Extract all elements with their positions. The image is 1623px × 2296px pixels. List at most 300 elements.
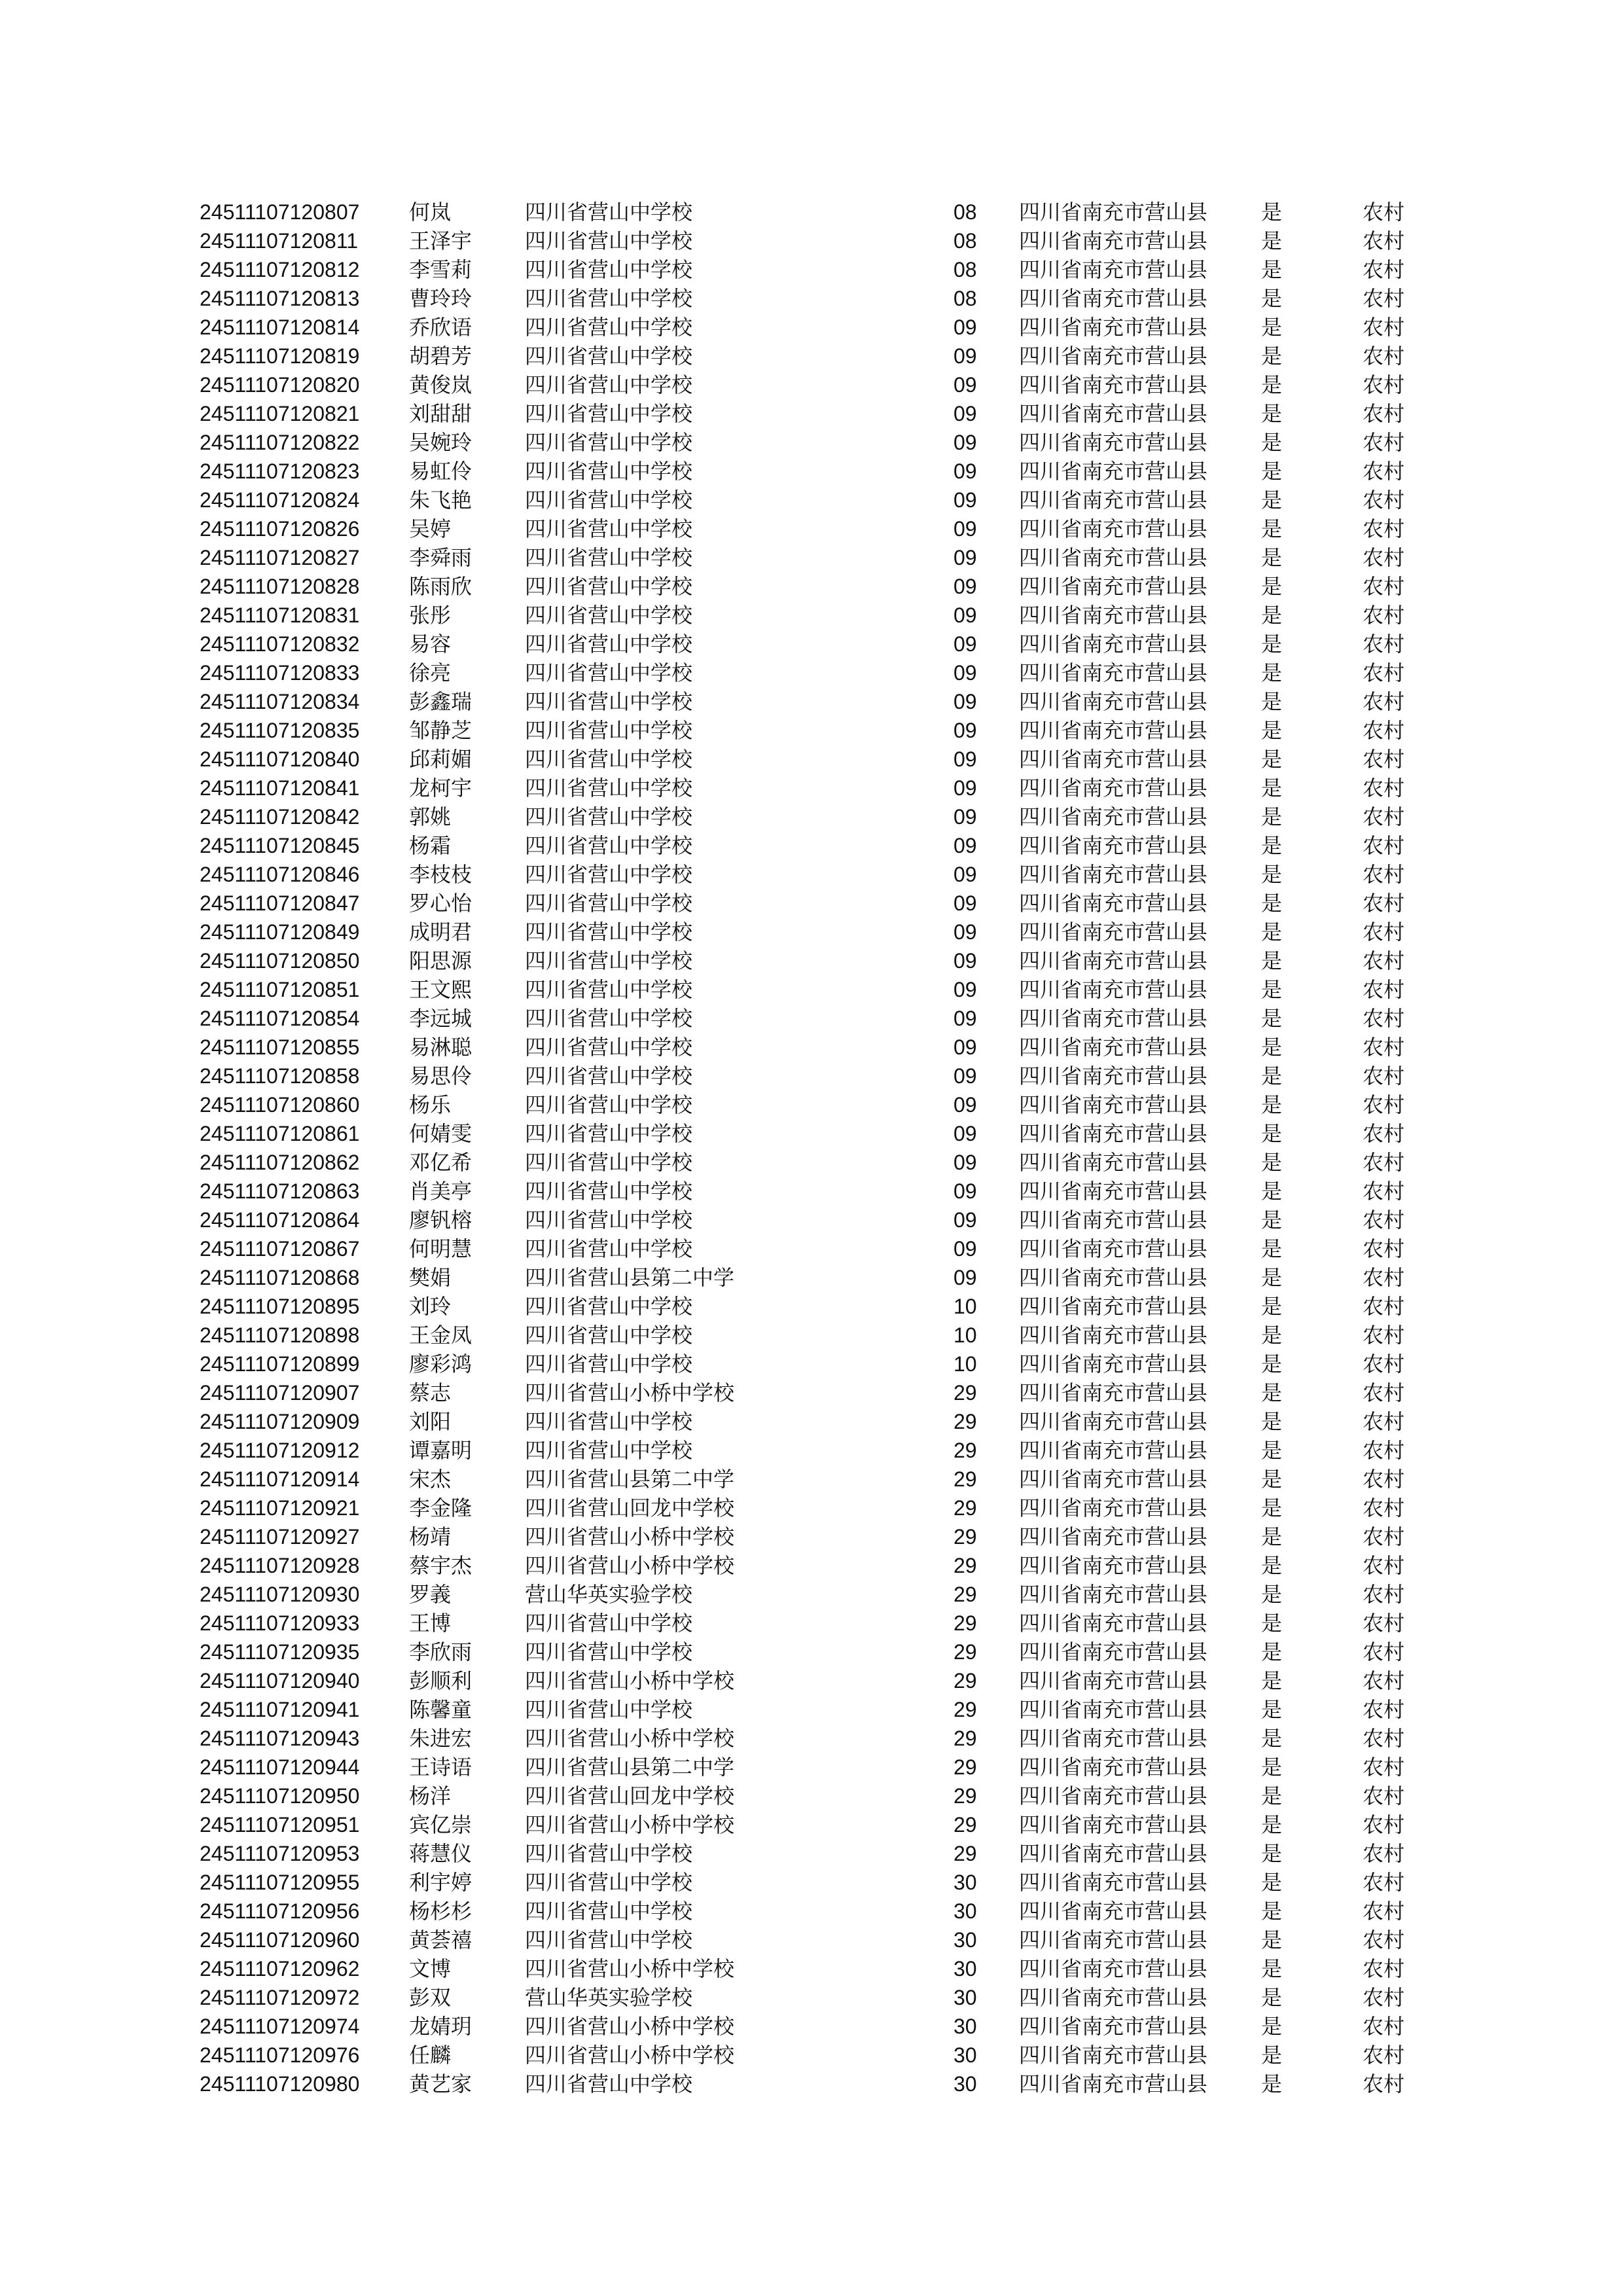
class-code: 10 — [954, 1323, 977, 1347]
table-row — [200, 716, 1415, 745]
class-code: 29 — [954, 1410, 977, 1433]
region: 四川省南充市营山县 — [1019, 516, 1208, 541]
region: 四川省南充市营山县 — [1019, 1841, 1208, 1866]
table-row — [200, 543, 1415, 572]
class-code: 29 — [954, 1698, 977, 1721]
eligibility-flag: 是 — [1261, 776, 1283, 800]
student-id: 24511107120944 — [200, 1755, 360, 1779]
student-name: 龙柯宇 — [409, 776, 473, 800]
region: 四川省南充市营山县 — [1019, 977, 1208, 1002]
student-id: 24511107120950 — [200, 1784, 360, 1808]
student-id: 24511107120826 — [200, 517, 360, 541]
table-row — [200, 1666, 1415, 1695]
eligibility-flag: 是 — [1261, 1006, 1283, 1031]
school-name: 四川省营山中学校 — [525, 1841, 693, 1866]
region: 四川省南充市营山县 — [1019, 718, 1208, 743]
student-name: 何明慧 — [409, 1236, 473, 1261]
eligibility-flag: 是 — [1261, 1236, 1283, 1261]
student-name: 罗義 — [409, 1582, 452, 1607]
student-id: 24511107120861 — [200, 1122, 360, 1145]
student-name: 易虹伶 — [409, 459, 473, 484]
student-id: 24511107120858 — [200, 1064, 360, 1088]
class-code: 09 — [954, 776, 977, 800]
table-row — [200, 774, 1415, 802]
eligibility-flag: 是 — [1261, 1294, 1283, 1319]
student-name: 徐亮 — [409, 660, 452, 685]
class-code: 09 — [954, 834, 977, 857]
student-id: 24511107120842 — [200, 805, 360, 829]
eligibility-flag: 是 — [1261, 1035, 1283, 1060]
student-name: 宋杰 — [409, 1467, 452, 1492]
table-row — [200, 1062, 1415, 1090]
student-id: 24511107120813 — [200, 287, 360, 310]
table-row — [200, 889, 1415, 918]
residence-type: 农村 — [1363, 1438, 1405, 1463]
table-row — [200, 1090, 1415, 1119]
region: 四川省南充市营山县 — [1019, 1582, 1208, 1607]
class-code: 09 — [954, 920, 977, 944]
region: 四川省南充市营山县 — [1019, 1956, 1208, 1981]
table-row — [200, 2070, 1415, 2098]
eligibility-flag: 是 — [1261, 1121, 1283, 1146]
region: 四川省南充市营山县 — [1019, 1928, 1208, 1952]
table-row — [200, 1004, 1415, 1033]
residence-type: 农村 — [1363, 228, 1405, 253]
region: 四川省南充市营山县 — [1019, 372, 1208, 397]
class-code: 09 — [954, 949, 977, 973]
eligibility-flag: 是 — [1261, 574, 1283, 599]
school-name: 四川省营山县第二中学 — [525, 1755, 735, 1780]
region: 四川省南充市营山县 — [1019, 286, 1208, 311]
eligibility-flag: 是 — [1261, 1812, 1283, 1837]
table-row — [200, 1033, 1415, 1062]
student-name: 李枝枝 — [409, 862, 473, 887]
student-id: 24511107120867 — [200, 1237, 360, 1261]
table-row — [200, 1465, 1415, 1494]
region: 四川省南充市营山县 — [1019, 948, 1208, 973]
school-name: 四川省营山中学校 — [525, 1092, 693, 1117]
class-code: 09 — [954, 1007, 977, 1030]
class-code: 09 — [954, 661, 977, 685]
school-name: 四川省营山中学校 — [525, 1150, 693, 1175]
class-code: 09 — [954, 1151, 977, 1174]
school-name: 四川省营山中学校 — [525, 401, 693, 426]
student-id: 24511107120835 — [200, 719, 360, 742]
table-row — [200, 486, 1415, 514]
region: 四川省南充市营山县 — [1019, 1668, 1208, 1693]
student-name: 刘玲 — [409, 1294, 452, 1319]
student-id: 24511107120855 — [200, 1035, 360, 1059]
region: 四川省南充市营山县 — [1019, 459, 1208, 484]
region: 四川省南充市营山县 — [1019, 574, 1208, 599]
class-code: 30 — [954, 2015, 977, 2038]
eligibility-flag: 是 — [1261, 862, 1283, 887]
region: 四川省南充市营山县 — [1019, 1092, 1208, 1117]
school-name: 四川省营山中学校 — [525, 488, 693, 512]
class-code: 29 — [954, 1669, 977, 1693]
region: 四川省南充市营山县 — [1019, 1121, 1208, 1146]
student-id: 24511107120953 — [200, 1842, 360, 1865]
eligibility-flag: 是 — [1261, 1409, 1283, 1434]
class-code: 09 — [954, 1237, 977, 1261]
student-name: 朱飞艳 — [409, 488, 473, 512]
school-name: 四川省营山小桥中学校 — [525, 1553, 735, 1578]
student-id: 24511107120980 — [200, 2072, 360, 2096]
table-row — [200, 1321, 1415, 1350]
region: 四川省南充市营山县 — [1019, 430, 1208, 455]
region: 四川省南充市营山县 — [1019, 1179, 1208, 1204]
student-id: 24511107120928 — [200, 1554, 360, 1577]
table-row — [200, 1148, 1415, 1177]
table-row — [200, 2041, 1415, 2070]
table-row — [200, 226, 1415, 255]
student-id: 24511107120956 — [200, 1899, 360, 1923]
student-name: 王文熙 — [409, 977, 473, 1002]
school-name: 四川省营山小桥中学校 — [525, 2014, 735, 2039]
region: 四川省南充市营山县 — [1019, 891, 1208, 916]
eligibility-flag: 是 — [1261, 286, 1283, 311]
eligibility-flag: 是 — [1261, 1064, 1283, 1088]
class-code: 09 — [954, 603, 977, 627]
student-id: 24511107120846 — [200, 863, 360, 886]
school-name: 四川省营山中学校 — [525, 920, 693, 944]
student-id: 24511107120832 — [200, 632, 360, 656]
school-name: 四川省营山中学校 — [525, 286, 693, 311]
class-code: 09 — [954, 575, 977, 598]
region: 四川省南充市营山县 — [1019, 1409, 1208, 1434]
residence-type: 农村 — [1363, 747, 1405, 772]
student-name: 彭双 — [409, 1985, 452, 2010]
class-code: 29 — [954, 1784, 977, 1808]
residence-type: 农村 — [1363, 1323, 1405, 1348]
eligibility-flag: 是 — [1261, 1841, 1283, 1866]
student-id: 24511107120943 — [200, 1727, 360, 1750]
region: 四川省南充市营山县 — [1019, 228, 1208, 253]
region: 四川省南充市营山县 — [1019, 1611, 1208, 1636]
school-name: 四川省营山县第二中学 — [525, 1467, 735, 1492]
student-name: 廖钒榕 — [409, 1208, 473, 1232]
class-code: 29 — [954, 1381, 977, 1405]
student-name: 文博 — [409, 1956, 452, 1981]
table-row — [200, 457, 1415, 486]
eligibility-flag: 是 — [1261, 488, 1283, 512]
region: 四川省南充市营山县 — [1019, 1294, 1208, 1319]
region: 四川省南充市营山县 — [1019, 1812, 1208, 1837]
class-code: 29 — [954, 1496, 977, 1520]
region: 四川省南充市营山县 — [1019, 1265, 1208, 1290]
eligibility-flag: 是 — [1261, 2014, 1283, 2039]
residence-type: 农村 — [1363, 776, 1405, 800]
residence-type: 农村 — [1363, 1179, 1405, 1204]
table-row — [200, 601, 1415, 630]
school-name: 四川省营山中学校 — [525, 948, 693, 973]
student-name: 龙婧玥 — [409, 2014, 473, 2039]
region: 四川省南充市营山县 — [1019, 2072, 1208, 2096]
eligibility-flag: 是 — [1261, 401, 1283, 426]
region: 四川省南充市营山县 — [1019, 1496, 1208, 1520]
school-name: 四川省营山中学校 — [525, 718, 693, 743]
school-name: 四川省营山中学校 — [525, 545, 693, 570]
school-name: 四川省营山中学校 — [525, 1294, 693, 1319]
region: 四川省南充市营山县 — [1019, 344, 1208, 368]
class-code: 30 — [954, 2043, 977, 2067]
region: 四川省南充市营山县 — [1019, 1064, 1208, 1088]
residence-type: 农村 — [1363, 1784, 1405, 1808]
student-name: 阳思源 — [409, 948, 473, 973]
class-code: 30 — [954, 2072, 977, 2096]
table-row — [200, 745, 1415, 774]
table-row — [200, 1868, 1415, 1897]
eligibility-flag: 是 — [1261, 1726, 1283, 1751]
class-code: 09 — [954, 891, 977, 915]
student-id: 24511107120955 — [200, 1871, 360, 1894]
school-name: 四川省营山小桥中学校 — [525, 1668, 735, 1693]
eligibility-flag: 是 — [1261, 1208, 1283, 1232]
table-row — [200, 831, 1415, 860]
school-name: 营山华英实验学校 — [525, 1985, 693, 2010]
student-id: 24511107120864 — [200, 1208, 360, 1232]
student-id: 24511107120820 — [200, 373, 360, 397]
residence-type: 农村 — [1363, 891, 1405, 916]
eligibility-flag: 是 — [1261, 1323, 1283, 1348]
class-code: 29 — [954, 1554, 977, 1577]
eligibility-flag: 是 — [1261, 257, 1283, 282]
school-name: 四川省营山中学校 — [525, 2072, 693, 2096]
residence-type: 农村 — [1363, 1899, 1405, 1924]
class-code: 29 — [954, 1842, 977, 1865]
school-name: 四川省营山中学校 — [525, 689, 693, 714]
table-row — [200, 1436, 1415, 1465]
student-name: 易容 — [409, 632, 452, 656]
residence-type: 农村 — [1363, 1006, 1405, 1031]
school-name: 四川省营山中学校 — [525, 1870, 693, 1895]
student-name: 何岚 — [409, 200, 452, 224]
school-name: 四川省营山中学校 — [525, 430, 693, 455]
student-id: 24511107120951 — [200, 1813, 360, 1837]
table-row — [200, 1292, 1415, 1321]
eligibility-flag: 是 — [1261, 833, 1283, 858]
table-row — [200, 1522, 1415, 1551]
residence-type: 农村 — [1363, 1265, 1405, 1290]
residence-type: 农村 — [1363, 2014, 1405, 2039]
class-code: 09 — [954, 1064, 977, 1088]
student-id: 24511107120976 — [200, 2043, 360, 2067]
region: 四川省南充市营山县 — [1019, 1150, 1208, 1175]
school-name: 四川省营山中学校 — [525, 977, 693, 1002]
class-code: 29 — [954, 1439, 977, 1462]
school-name: 四川省营山中学校 — [525, 372, 693, 397]
eligibility-flag: 是 — [1261, 1697, 1283, 1722]
school-name: 四川省营山小桥中学校 — [525, 1812, 735, 1837]
residence-type: 农村 — [1363, 516, 1405, 541]
residence-type: 农村 — [1363, 1812, 1405, 1837]
school-name: 四川省营山小桥中学校 — [525, 1726, 735, 1751]
student-id: 24511107120831 — [200, 603, 360, 627]
region: 四川省南充市营山县 — [1019, 200, 1208, 224]
student-name: 黄俊岚 — [409, 372, 473, 397]
student-name: 乔欣语 — [409, 315, 473, 340]
student-name: 蔡志 — [409, 1380, 452, 1405]
table-row — [200, 630, 1415, 658]
school-name: 四川省营山小桥中学校 — [525, 1524, 735, 1549]
class-code: 29 — [954, 1640, 977, 1664]
student-id: 24511107120845 — [200, 834, 360, 857]
eligibility-flag: 是 — [1261, 632, 1283, 656]
residence-type: 农村 — [1363, 372, 1405, 397]
eligibility-flag: 是 — [1261, 315, 1283, 340]
table-row — [200, 1638, 1415, 1666]
region: 四川省南充市营山县 — [1019, 804, 1208, 829]
student-name: 任麟 — [409, 2043, 452, 2068]
student-name: 吴婉玲 — [409, 430, 473, 455]
school-name: 营山华英实验学校 — [525, 1582, 693, 1607]
student-id: 24511107120927 — [200, 1525, 360, 1549]
class-code: 09 — [954, 546, 977, 569]
table-row — [200, 1551, 1415, 1580]
student-name: 王诗语 — [409, 1755, 473, 1780]
eligibility-flag: 是 — [1261, 1899, 1283, 1924]
residence-type: 农村 — [1363, 1726, 1405, 1751]
eligibility-flag: 是 — [1261, 1611, 1283, 1636]
residence-type: 农村 — [1363, 1409, 1405, 1434]
class-code: 30 — [954, 1957, 977, 1981]
table-row — [200, 802, 1415, 831]
class-code: 09 — [954, 517, 977, 541]
table-row — [200, 1926, 1415, 1954]
class-code: 09 — [954, 402, 977, 425]
school-name: 四川省营山中学校 — [525, 1035, 693, 1060]
residence-type: 农村 — [1363, 1294, 1405, 1319]
table-row — [200, 1378, 1415, 1407]
region: 四川省南充市营山县 — [1019, 862, 1208, 887]
student-id: 24511107120847 — [200, 891, 360, 915]
student-name: 邓亿希 — [409, 1150, 473, 1175]
school-name: 四川省营山中学校 — [525, 1323, 693, 1348]
eligibility-flag: 是 — [1261, 1553, 1283, 1578]
region: 四川省南充市营山县 — [1019, 401, 1208, 426]
eligibility-flag: 是 — [1261, 1870, 1283, 1895]
student-name: 胡碧芳 — [409, 344, 473, 368]
student-name: 杨乐 — [409, 1092, 452, 1117]
table-row — [200, 370, 1415, 399]
school-name: 四川省营山回龙中学校 — [525, 1784, 735, 1808]
region: 四川省南充市营山县 — [1019, 1438, 1208, 1463]
table-row — [200, 1609, 1415, 1638]
student-name: 朱进宏 — [409, 1726, 473, 1751]
eligibility-flag: 是 — [1261, 948, 1283, 973]
table-row — [200, 198, 1415, 226]
region: 四川省南充市营山县 — [1019, 1784, 1208, 1808]
eligibility-flag: 是 — [1261, 1640, 1283, 1664]
eligibility-flag: 是 — [1261, 1438, 1283, 1463]
table-row — [200, 2012, 1415, 2041]
school-name: 四川省营山中学校 — [525, 1352, 693, 1376]
class-code: 09 — [954, 978, 977, 1001]
student-name: 邹静芝 — [409, 718, 473, 743]
class-code: 29 — [954, 1727, 977, 1750]
eligibility-flag: 是 — [1261, 1755, 1283, 1780]
residence-type: 农村 — [1363, 574, 1405, 599]
region: 四川省南充市营山县 — [1019, 1755, 1208, 1780]
residence-type: 农村 — [1363, 2043, 1405, 2068]
student-name: 蒋慧仪 — [409, 1841, 473, 1866]
student-id: 24511107120860 — [200, 1093, 360, 1117]
eligibility-flag: 是 — [1261, 1352, 1283, 1376]
student-id: 24511107120933 — [200, 1611, 360, 1635]
student-id: 24511107120840 — [200, 747, 360, 771]
student-name: 王金凤 — [409, 1323, 473, 1348]
table-row — [200, 1839, 1415, 1868]
region: 四川省南充市营山县 — [1019, 1208, 1208, 1232]
school-name: 四川省营山中学校 — [525, 862, 693, 887]
class-code: 29 — [954, 1813, 977, 1837]
table-row — [200, 428, 1415, 457]
region: 四川省南充市营山县 — [1019, 257, 1208, 282]
school-name: 四川省营山中学校 — [525, 574, 693, 599]
class-code: 09 — [954, 488, 977, 512]
region: 四川省南充市营山县 — [1019, 1006, 1208, 1031]
school-name: 四川省营山中学校 — [525, 200, 693, 224]
eligibility-flag: 是 — [1261, 747, 1283, 772]
student-name: 李欣雨 — [409, 1640, 473, 1664]
student-name: 何婧雯 — [409, 1121, 473, 1146]
region: 四川省南充市营山县 — [1019, 315, 1208, 340]
region: 四川省南充市营山县 — [1019, 1323, 1208, 1348]
student-id: 24511107120849 — [200, 920, 360, 944]
residence-type: 农村 — [1363, 1092, 1405, 1117]
region: 四川省南充市营山县 — [1019, 689, 1208, 714]
student-id: 24511107120834 — [200, 690, 360, 713]
student-name: 罗心怡 — [409, 891, 473, 916]
school-name: 四川省营山回龙中学校 — [525, 1496, 735, 1520]
region: 四川省南充市营山县 — [1019, 1870, 1208, 1895]
student-id: 24511107120914 — [200, 1467, 360, 1491]
table-row — [200, 860, 1415, 889]
table-row — [200, 1494, 1415, 1522]
student-name: 郭姚 — [409, 804, 452, 829]
residence-type: 农村 — [1363, 1121, 1405, 1146]
student-id: 24511107120854 — [200, 1007, 360, 1030]
class-code: 08 — [954, 258, 977, 281]
class-code: 09 — [954, 1093, 977, 1117]
school-name: 四川省营山小桥中学校 — [525, 1956, 735, 1981]
residence-type: 农村 — [1363, 1956, 1405, 1981]
eligibility-flag: 是 — [1261, 660, 1283, 685]
region: 四川省南充市营山县 — [1019, 545, 1208, 570]
class-code: 29 — [954, 1525, 977, 1549]
class-code: 30 — [954, 1899, 977, 1923]
student-name: 彭鑫瑞 — [409, 689, 473, 714]
student-name: 杨霜 — [409, 833, 452, 858]
table-row — [200, 572, 1415, 601]
student-id: 24511107120974 — [200, 2015, 360, 2038]
student-id: 24511107120812 — [200, 258, 360, 281]
residence-type: 农村 — [1363, 257, 1405, 282]
residence-type: 农村 — [1363, 1524, 1405, 1549]
table-row — [200, 1119, 1415, 1148]
table-row — [200, 1954, 1415, 1983]
student-id: 24511107120850 — [200, 949, 360, 973]
student-id: 24511107120833 — [200, 661, 360, 685]
student-name: 王泽宇 — [409, 228, 473, 253]
residence-type: 农村 — [1363, 1870, 1405, 1895]
eligibility-flag: 是 — [1261, 228, 1283, 253]
school-name: 四川省营山中学校 — [525, 891, 693, 916]
residence-type: 农村 — [1363, 2072, 1405, 2096]
residence-type: 农村 — [1363, 1064, 1405, 1088]
school-name: 四川省营山中学校 — [525, 344, 693, 368]
eligibility-flag: 是 — [1261, 1092, 1283, 1117]
